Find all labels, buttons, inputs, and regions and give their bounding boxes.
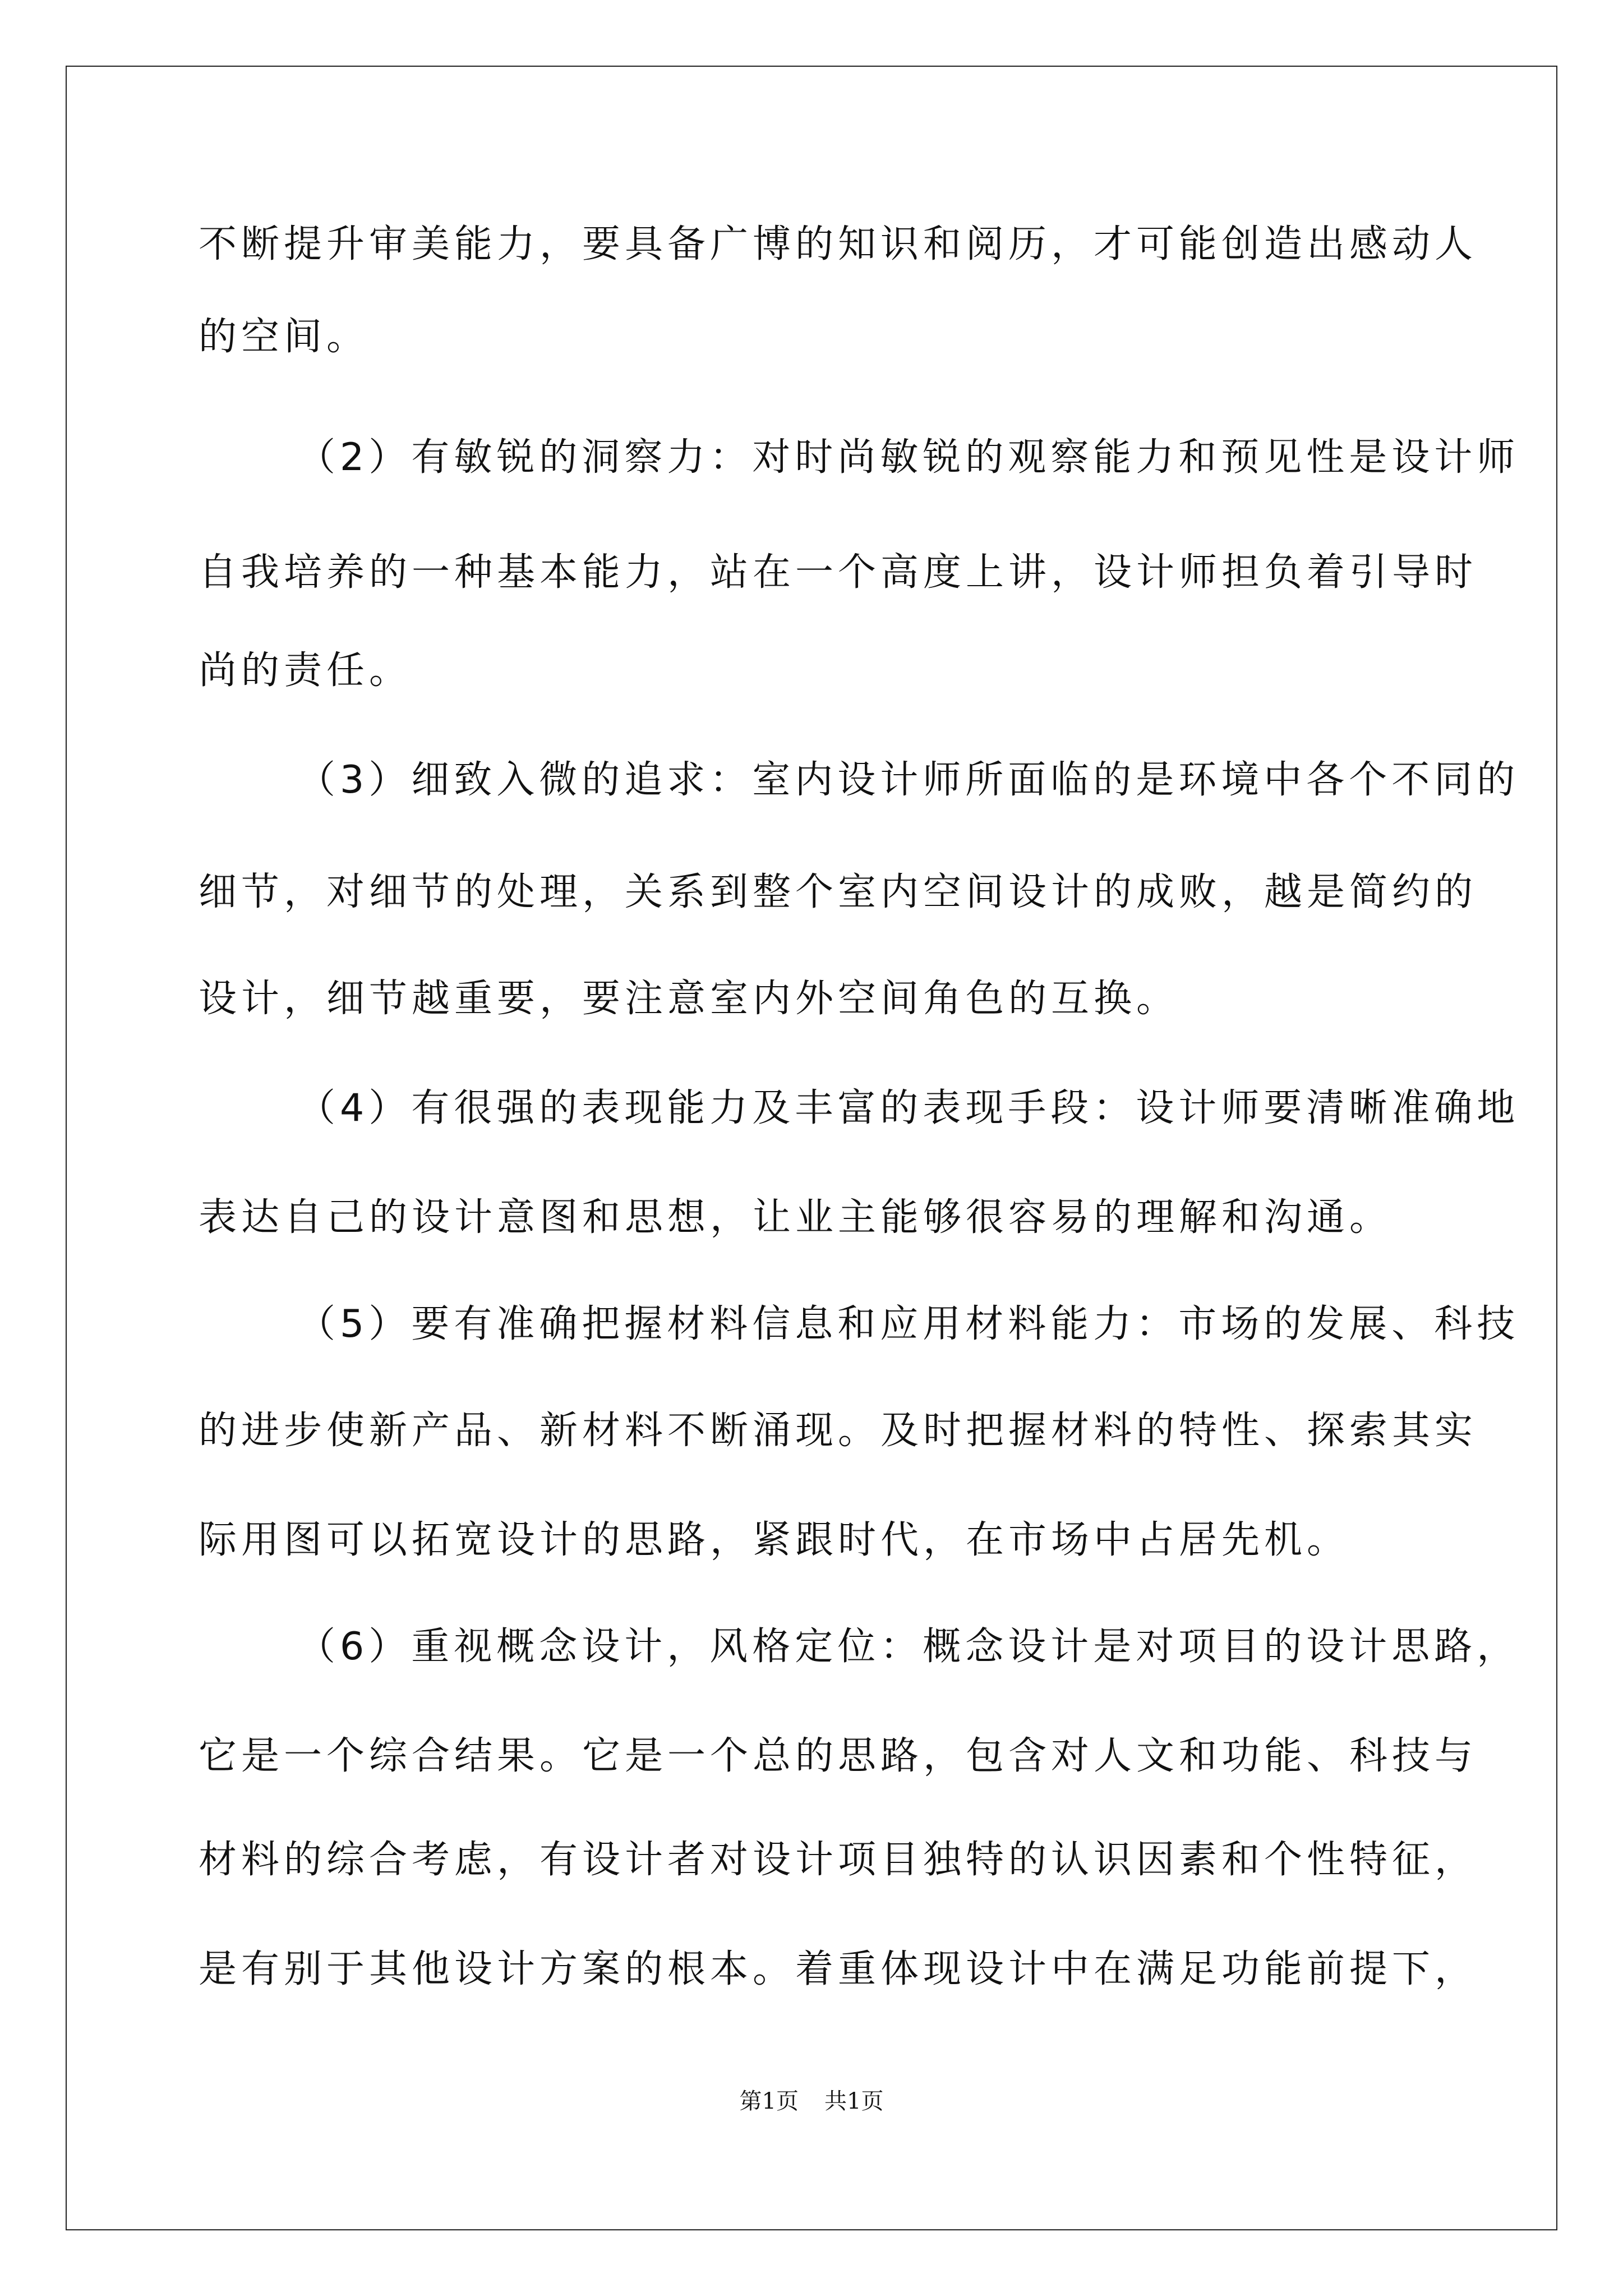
text-line: 的进步使新产品、新材料不断涌现。及时把握材料的特性、探索其实	[199, 1409, 1478, 1453]
text-line: 尚的责任。	[199, 648, 412, 693]
text-line: （5）要有准确把握材料信息和应用材料能力：市场的发展、科技	[297, 1302, 1520, 1346]
text-line: （4）有很强的表现能力及丰富的表现手段：设计师要清晰准确地	[297, 1086, 1520, 1130]
page-number-current: 第1页	[739, 2088, 799, 2114]
text-line: 设计，细节越重要，要注意室内外空间角色的互换。	[199, 977, 1179, 1021]
text-line: 不断提升审美能力，要具备广博的知识和阅历，才可能创造出感动人	[199, 222, 1478, 266]
text-line: 是有别于其他设计方案的根本。着重体现设计中在满足功能前提下，	[199, 1947, 1478, 1991]
text-line: （3）细致入微的追求：室内设计师所面临的是环境中各个不同的	[297, 758, 1520, 802]
page-border	[66, 66, 1557, 2230]
page-footer	[0, 2085, 1623, 2118]
text-line: 际用图可以拓宽设计的思路，紧跟时代，在市场中占居先机。	[199, 1518, 1350, 1562]
text-line: 表达自己的设计意图和思想，让业主能够很容易的理解和沟通。	[199, 1195, 1393, 1240]
page-number-total: 共1页	[824, 2088, 884, 2114]
text-line: （6）重视概念设计，风格定位：概念设计是对项目的设计思路，	[297, 1625, 1520, 1669]
text-line: 的空间。	[199, 315, 370, 359]
text-line: 它是一个综合结果。它是一个总的思路，包含对人文和功能、科技与	[199, 1734, 1478, 1778]
text-line: 材料的综合考虑，有设计者对设计项目独特的认识因素和个性特征，	[199, 1838, 1478, 1882]
text-line: 细节，对细节的处理，关系到整个室内空间设计的成败，越是简约的	[199, 870, 1478, 914]
text-line: （2）有敏锐的洞察力：对时尚敏锐的观察能力和预见性是设计师	[297, 435, 1520, 480]
text-line: 自我培养的一种基本能力，站在一个高度上讲，设计师担负着引导时	[199, 550, 1478, 595]
